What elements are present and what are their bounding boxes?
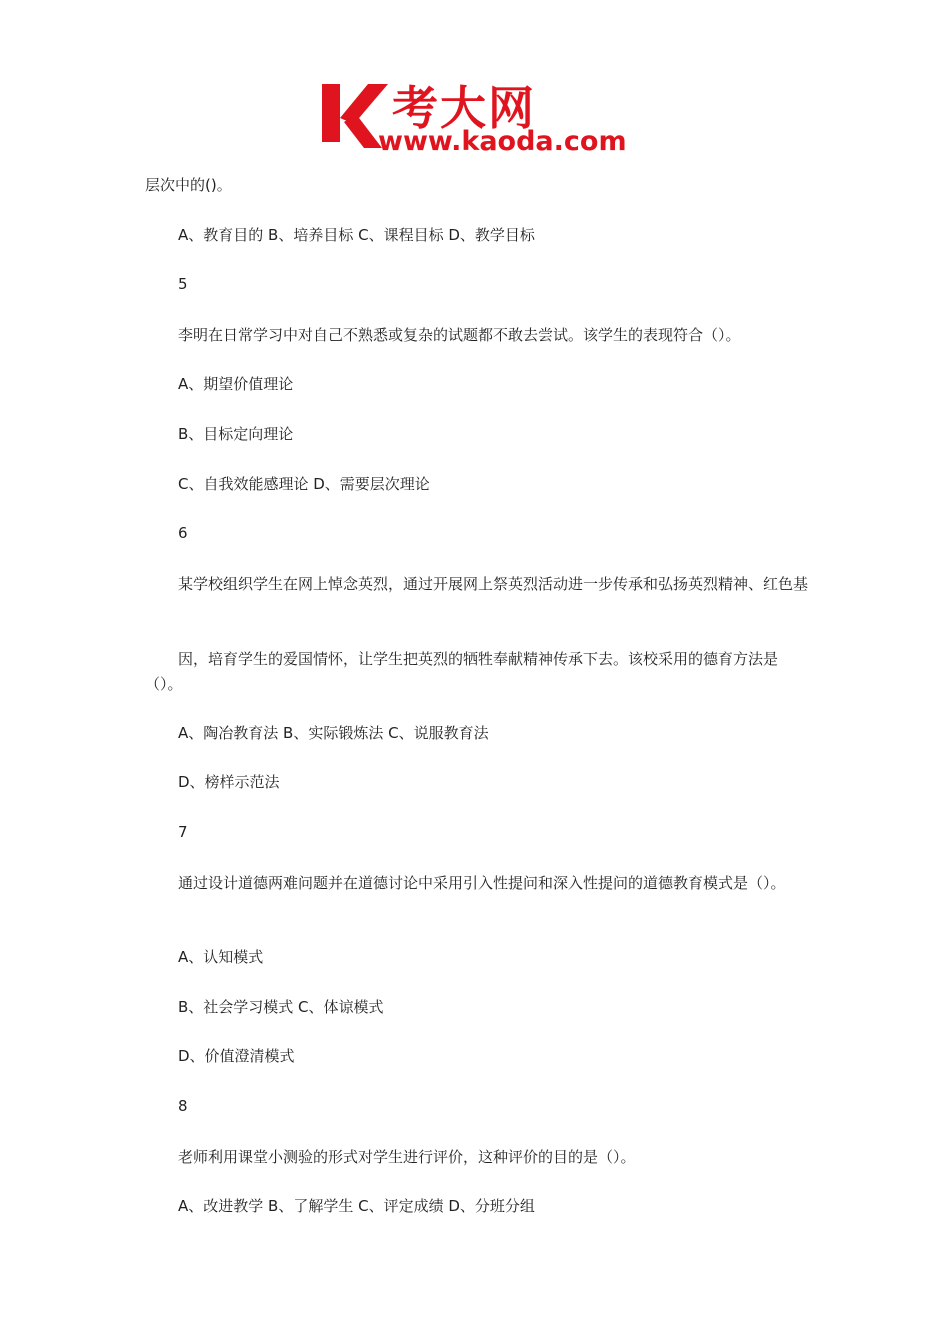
q7-option-a: A、认知模式 [178, 948, 264, 966]
q7-question: 通过设计道德两难问题并在道德讨论中采用引入性提问和深入性提问的道德教育模式是（）。 [178, 874, 786, 892]
q6-question-part1: 某学校组织学生在网上悼念英烈，通过开展网上祭英烈活动进一步传承和弘扬英烈精神、红色基 [178, 575, 809, 593]
logo-url-text: www.kaoda.com [378, 126, 627, 157]
q5-option-a: A、期望价值理论 [178, 375, 294, 393]
q5-question: 李明在日常学习中对自己不熟悉或复杂的试题都不敢去尝试。该学生的表现符合（）。 [178, 326, 741, 344]
q5-option-cd: C、自我效能感理论 D、需要层次理论 [178, 475, 430, 493]
q7-number: 7 [178, 823, 188, 841]
q8-number: 8 [178, 1097, 188, 1115]
q7-option-bc: B、社会学习模式 C、体谅模式 [178, 998, 384, 1016]
q7-option-d: D、价值澄清模式 [178, 1047, 295, 1065]
q6-number: 6 [178, 524, 188, 542]
q4-options: A、教育目的 B、培养目标 C、课程目标 D、教学目标 [178, 226, 535, 244]
logo-brand-text: 考大网 [392, 81, 536, 135]
q6-option-abc: A、陶冶教育法 B、实际锻炼法 C、说服教育法 [178, 724, 489, 742]
q8-question: 老师利用课堂小测验的形式对学生进行评价，这种评价的目的是（）。 [178, 1148, 636, 1166]
q6-option-d: D、榜样示范法 [178, 773, 280, 791]
q6-question-part2: 因，培育学生的爱国情怀，让学生把英烈的牺牲奉献精神传承下去。该校采用的德育方法是（）。 [145, 650, 779, 693]
q5-number: 5 [178, 275, 188, 293]
q8-options: A、改进教学 B、了解学生 C、评定成绩 D、分班分组 [178, 1197, 535, 1215]
q5-option-b: B、目标定向理论 [178, 425, 294, 443]
kaoda-logo [318, 78, 640, 160]
continued-text: 层次中的()。 [145, 176, 232, 194]
